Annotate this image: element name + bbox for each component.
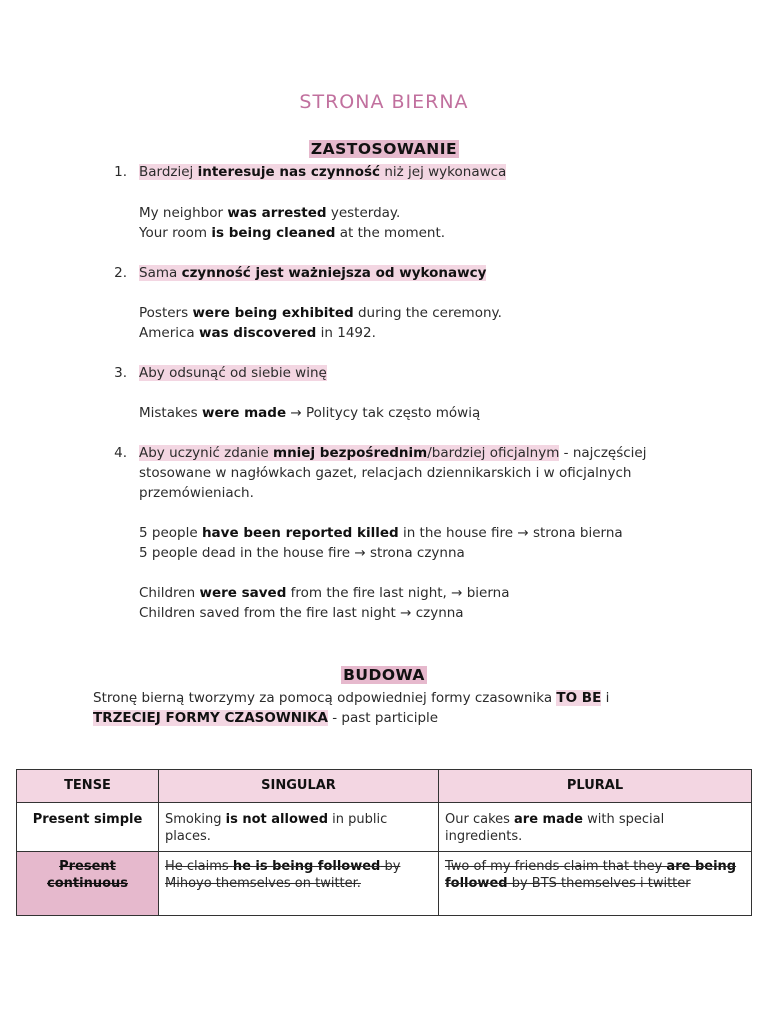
- example-sentence: Mistakes were made → Politycy tak często mówią: [139, 405, 481, 421]
- table-header-row: [17, 770, 752, 803]
- plural-cell: Our cakes are made with special ingredients.: [439, 803, 752, 852]
- passive-voice-table: [16, 769, 752, 916]
- budowa-text: TRZECIEJ FORMY CZASOWNIKA - past participle: [93, 710, 439, 726]
- list-item-2: [139, 263, 486, 283]
- example-sentence: Posters were being exhibited during the ceremony.: [139, 305, 502, 321]
- section-title: ZASTOSOWANIE: [310, 140, 458, 158]
- table-row: [17, 852, 752, 916]
- list-number: 4.: [114, 445, 127, 461]
- item-text: Aby uczynić zdanie mniej bezpośrednim/bardziej oficjalnym: [139, 445, 560, 461]
- example-sentence: My neighbor was arrested yesterday.: [139, 205, 401, 221]
- singular-cell: He claims he is being followed by Mihoyo themselves on twitter.: [159, 852, 439, 916]
- tense-cell: Present continuous: [17, 852, 159, 916]
- singular-cell: Smoking is not allowed in public places.: [159, 803, 439, 852]
- column-header-singular: SINGULAR: [159, 770, 439, 803]
- item-text: Bardziej interesuje nas czynność niż jej wykonawca: [139, 164, 507, 180]
- example-sentence: Children saved from the fire last night → czynna: [139, 605, 464, 621]
- list-number: 2.: [114, 265, 127, 281]
- section-heading-budowa: [0, 664, 768, 686]
- item-text-line: stosowane w nagłówkach gazet, relacjach dziennikarskich i w oficjalnych: [139, 465, 632, 481]
- list-item-3: [139, 363, 327, 383]
- page-title: STRONA BIERNA: [299, 91, 469, 113]
- budowa-text: Stronę bierną tworzymy za pomocą odpowiedniej formy czasownika TO BE i: [93, 690, 610, 706]
- table-row: [17, 803, 752, 852]
- column-header-plural: PLURAL: [439, 770, 752, 803]
- list-number: 1.: [114, 164, 127, 180]
- list-number: 3.: [114, 365, 127, 381]
- list-item-1: [139, 162, 506, 182]
- item-text-line: przemówieniach.: [139, 485, 254, 501]
- example-sentence: 5 people dead in the house fire → strona czynna: [139, 545, 465, 561]
- item-text: Sama czynność jest ważniejsza od wykonawcy: [139, 265, 487, 281]
- example-sentence: Children were saved from the fire last night, → bierna: [139, 585, 510, 601]
- item-text: Aby odsunąć od siebie winę: [139, 365, 327, 381]
- section-title: BUDOWA: [343, 666, 425, 684]
- section-heading-zastosowanie: [0, 138, 768, 160]
- example-sentence: America was discovered in 1492.: [139, 325, 376, 341]
- tense-cell: Present simple: [17, 803, 159, 852]
- example-sentence: Your room is being cleaned at the moment.: [139, 225, 446, 241]
- list-item-4: Aby uczynić zdanie mniej bezpośrednim/bardziej oficjalnym - najczęściej: [139, 445, 647, 461]
- column-header-tense: TENSE: [17, 770, 159, 803]
- plural-cell: Two of my friends claim that they are being followed by BTS themselves i twitter: [439, 852, 752, 916]
- example-sentence: 5 people have been reported killed in the house fire → strona bierna: [139, 525, 623, 541]
